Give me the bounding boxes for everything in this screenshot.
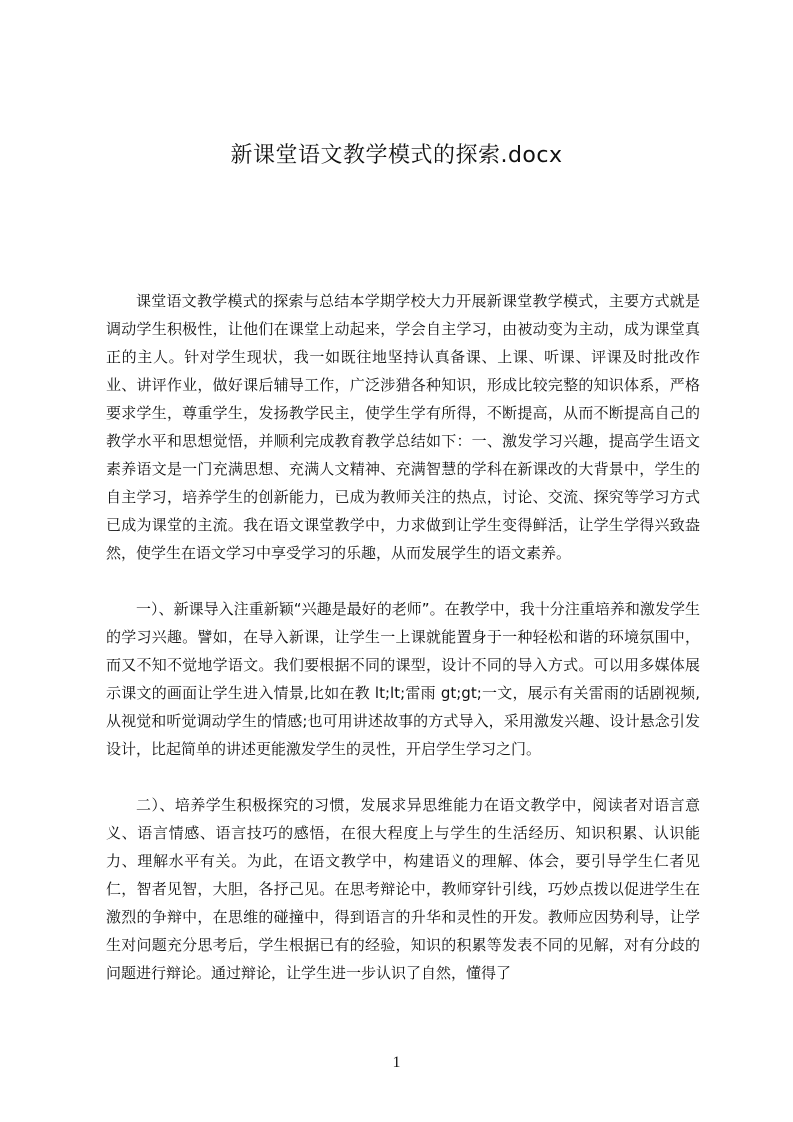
paragraph-intro: 课堂语文教学模式的探索与总结本学期学校大力开展新课堂教学模式，主要方式就是调动学生积极性，让他们在课堂上动起来，学会自主学习，由被动变为主动，成为课堂真正的主人。针对学生现状，我一如既往地坚持认真备课、上课、听课、评课及时批改作业、讲评作业，做好课后辅导工作，广泛涉猎各种知识，形成比较完整的知识体系，严格要求学生，尊重学生，发扬教学民主，使学生学有所得，不断提高，从而不断提高自己的教学水平和思想觉悟，并顺利完成教育教学总结如下：一、激发学习兴趣，提高学生语文素养语文是一门充满思想、充满人文精神、充满智慧的学科在新课改的大背景中，学生的自主学习，培养学生的创新能力，已成为教师关注的热点，讨论、交流、探究等学习方式已成为课堂的主流。我在语文课堂教学中，力求做到让学生变得鲜活，让学生学得兴致盎然，使学生在语文学习中享受学习的乐趣，从而发展学生的语文素养。 [106,292,700,562]
paragraph-section-2: 二）、培养学生积极探究的习惯，发展求异思维能力在语文教学中，阅读者对语言意义、语言情感、语言技巧的感悟，在很大程度上与学生的生活经历、知识积累、认识能力、理解水平有关。为此，在语文教学中，构建语义的理解、体会，要引导学生仁者见仁，智者见智，大胆，各抒己见。在思考辩论中，教师穿针引线，巧妙点拨以促进学生在激烈的争辩中，在思维的碰撞中，得到语言的升华和灵性的开发。教师应因势利导，让学生对问题充分思考后，学生根据已有的经验，知识的积累等发表不同的见解，对有分歧的问题进行辩论。通过辩论，让学生进一步认识了自然，懂得了 [106,796,700,982]
page-number: 1 [392,1054,401,1071]
document-title: 新课堂语文教学模式的探索.docx [230,143,563,168]
paragraph-section-1: 一）、新课导入注重新颖“兴趣是最好的老师”。在教学中，我十分注重培养和激发学生的学习兴趣。譬如，在导入新课，让学生一上课就能置身于一种轻松和谐的环境氛围中，而又不知不觉地学语文。我们要根据不同的课型，设计不同的导入方式。可以用多媒体展示课文的画面让学生进入情景,比如在教 lt;lt;雷雨 gt;gt;一文，展示有关雷雨的话剧视频,从视觉和听觉调动学生的情感;也可用讲述故事的方式导入，采用激发兴趣、设计悬念引发设计，比起简单的讲述更能激发学生的灵性，开启学生学习之门。 [106,600,700,758]
document-body [106,287,700,987]
